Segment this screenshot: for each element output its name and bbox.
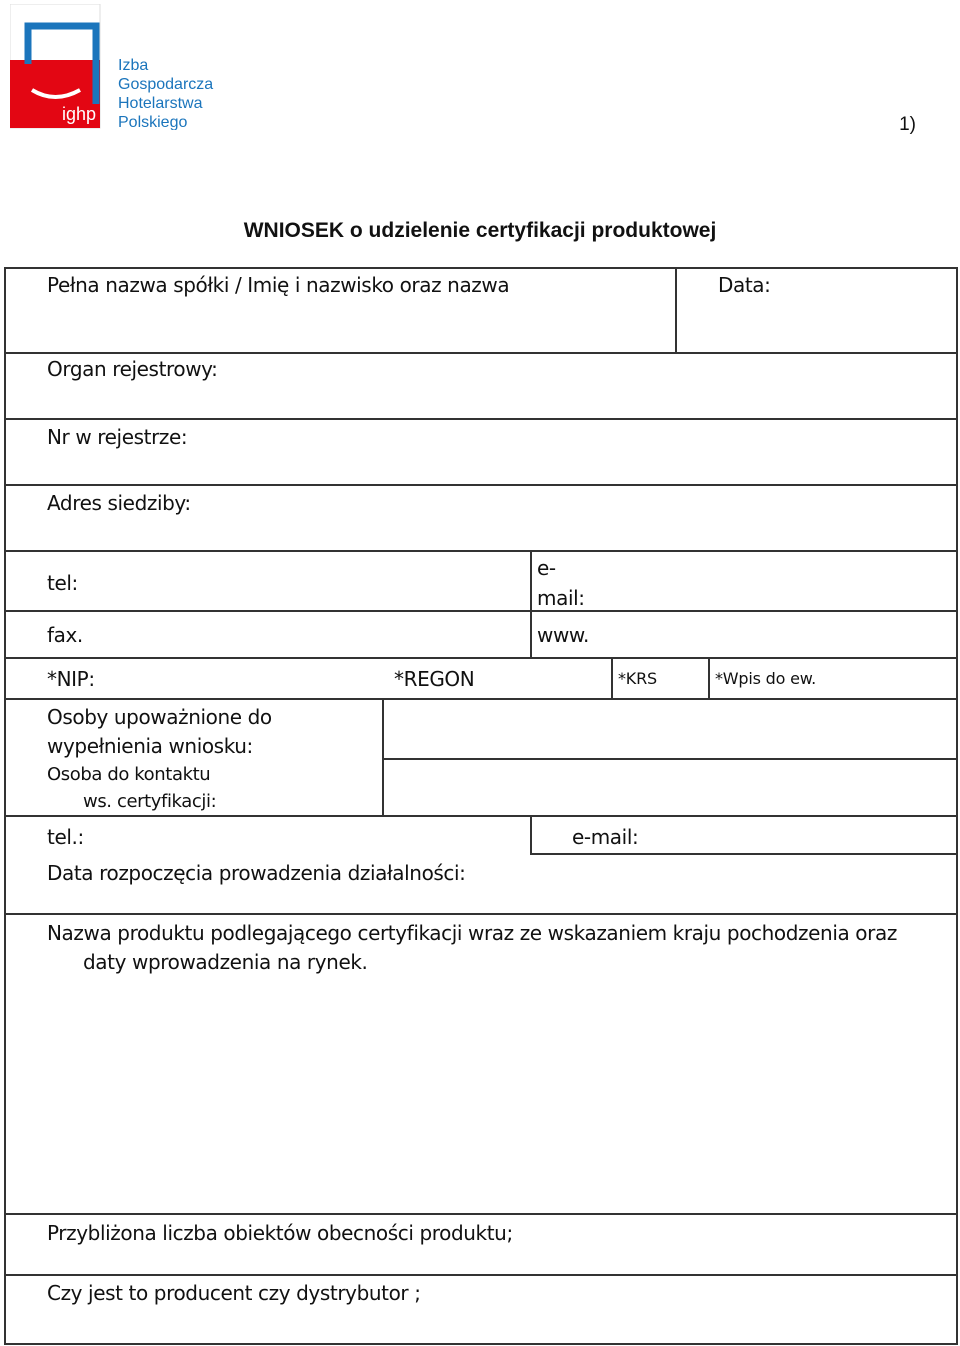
contact-email-label: e-mail: (572, 825, 639, 849)
row-divider (6, 657, 956, 659)
form-title: WNIOSEK o udzielenie certyfikacji produktowej (243, 219, 717, 242)
registry-body-label: Organ rejestrowy: (47, 357, 218, 381)
email-label-line1: e- (537, 556, 556, 580)
objects-count-label: Przybliżona liczba obiektów obecności produktu; (47, 1221, 513, 1245)
column-divider (530, 815, 532, 853)
regon-label: *REGON (394, 667, 475, 691)
row-divider (6, 913, 956, 915)
product-name-label-line1: Nazwa produktu podlegającego certyfikacji wraz ze wskazaniem kraju pochodzenia oraz (47, 921, 897, 945)
address-label: Adres siedziby: (47, 491, 191, 515)
wpis-label: *Wpis do ew. (715, 669, 817, 688)
ighp-logo-mark (10, 4, 220, 130)
product-name-label-line2: daty wprowadzenia na rynek. (83, 950, 368, 974)
tel-label: tel: (47, 571, 78, 595)
logo-line-1: Izba (118, 57, 149, 74)
row-divider (384, 758, 956, 760)
contact-person-label-line1: Osoba do kontaktu (47, 764, 211, 785)
krs-label: *KRS (618, 669, 657, 688)
logo-line-3: Hotelarstwa (118, 95, 203, 112)
registry-number-label: Nr w rejestrze: (47, 425, 188, 449)
email-label-line2: mail: (537, 586, 585, 610)
contact-person-label-line2: ws. certyfikacji: (83, 791, 217, 812)
column-divider (382, 698, 384, 815)
nip-label: *NIP: (47, 667, 95, 691)
row-divider (6, 698, 956, 700)
logo-mark-text: ighp (62, 104, 97, 124)
column-divider (611, 657, 613, 698)
company-name-label: Pełna nazwa spółki / Imię i nazwisko oraz nazwa (47, 273, 510, 297)
contact-tel-label: tel.: (47, 825, 84, 849)
www-label: www. (537, 623, 589, 647)
column-divider (530, 550, 532, 657)
row-divider (6, 484, 956, 486)
authorized-persons-label-line1: Osoby upoważnione do (47, 705, 272, 729)
logo-line-2: Gospodarcza (118, 76, 214, 93)
application-form (4, 267, 958, 1345)
row-divider (6, 418, 956, 420)
row-divider (6, 352, 956, 354)
row-divider (6, 1274, 956, 1276)
fax-label: fax. (47, 623, 83, 647)
producer-distributor-label: Czy jest to producent czy dystrybutor ; (47, 1281, 421, 1305)
date-label: Data: (718, 273, 771, 297)
row-divider (6, 1213, 956, 1215)
start-date-label: Data rozpoczęcia prowadzenia działalności: (47, 861, 466, 885)
row-divider (6, 815, 956, 817)
row-divider (6, 550, 956, 552)
row-divider (6, 610, 956, 612)
logo-line-4: Polskiego (118, 114, 188, 130)
row-divider (530, 853, 956, 855)
column-divider (675, 269, 677, 352)
column-divider (708, 657, 710, 698)
ighp-logo (10, 4, 220, 130)
page-number: 1) (899, 114, 916, 135)
authorized-persons-label-line2: wypełnienia wniosku: (47, 734, 253, 758)
